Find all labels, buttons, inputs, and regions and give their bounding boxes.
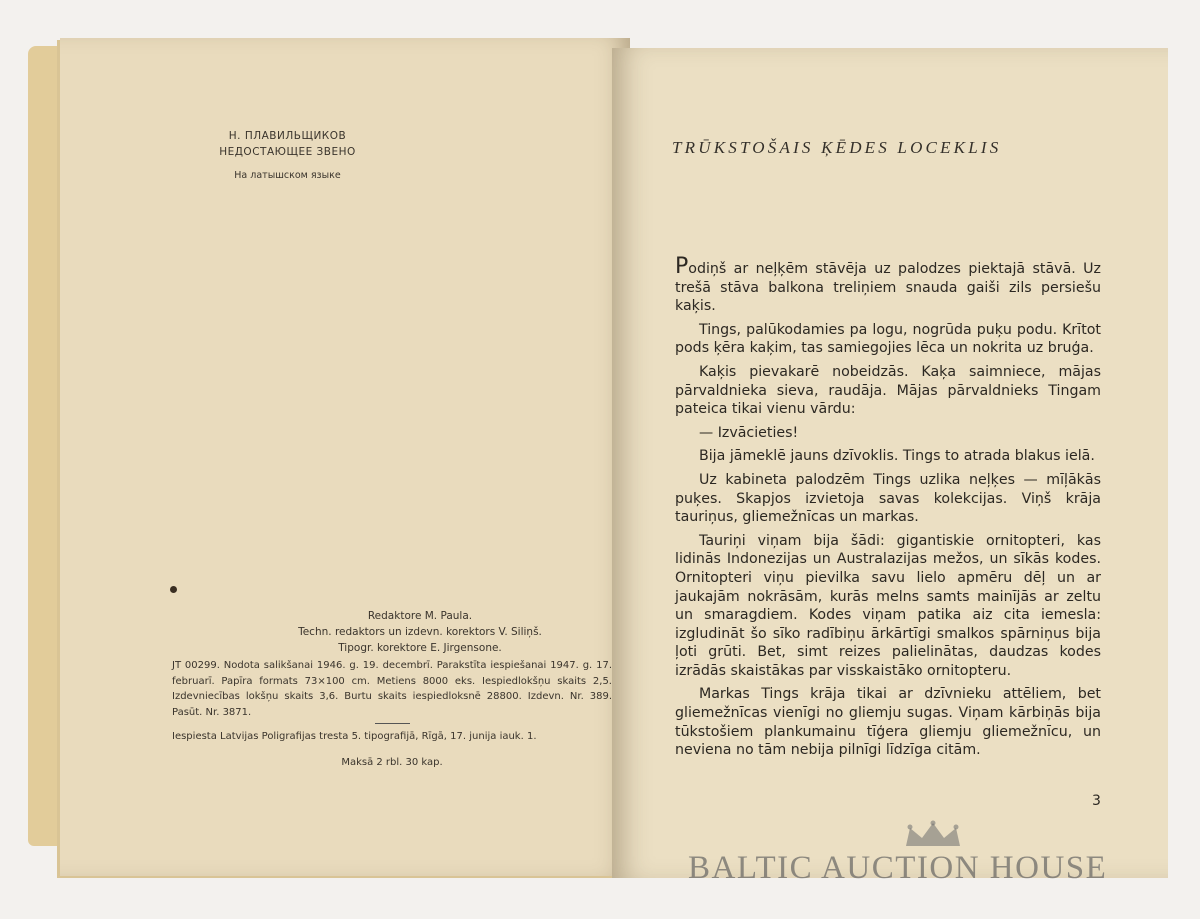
printer-line: Iespiesta Latvijas Poligrafijas tresta 5. tipografijā, Rīgā, 17. junija iauk. 1. — [172, 731, 537, 742]
watermark-text: BALTIC AUCTION HOUSE — [688, 850, 1108, 886]
author-name: Н. ПЛАВИЛЬЩИКОВ — [228, 130, 347, 142]
divider — [375, 723, 410, 724]
book-edge — [28, 46, 62, 846]
ink-spot — [170, 586, 177, 593]
body-text — [675, 254, 1101, 765]
paragraph-text: odiņš ar neļķēm stāvēja uz palodzes piektajā stāvā. Uz trešā stāva balkona treliņiem snauda gaiši zils persiešu kaķis. — [675, 261, 1101, 315]
page-number: 3 — [1092, 793, 1101, 809]
credits-block — [235, 608, 605, 656]
paragraph: Tings, palūkodamies pa logu, nogrūda puķu podu. Krītot pods ķēra kaķim, tas samiegojies lēca un nokrita uz bruģa. — [675, 321, 1101, 357]
paragraph — [675, 254, 1101, 316]
publication-details — [172, 658, 612, 771]
open-book — [28, 38, 1180, 888]
paragraph: — Izvācieties! — [699, 424, 799, 441]
paragraph: Bija jāmeklē jauns dzīvoklis. Tings to atrada blakus ielā. — [699, 448, 1095, 465]
language-note: На латышском языке — [234, 170, 341, 181]
original-title: НЕДОСТАЮЩЕЕ ЗВЕНО — [219, 146, 356, 158]
credit-line: Tipogr. korektore E. Jirgensone. — [338, 642, 502, 654]
paragraph: Uz kabineta palodzēm Tings uzlika neļķes — mīļākās puķes. Skapjos izvietoja savas kolekcijas. Viņš krāja tauriņus, gliemežnīcas un markas. — [675, 471, 1101, 526]
paragraph: Kaķis pievakarē nobeidzās. Kaķa saimniece, mājas pārvaldnieka sieva, raudāja. Mājas pārvaldnieks Tingam pateica tikai vienu vārdu: — [675, 363, 1101, 418]
chapter-title: TRŪKSTOŠAIS ĶĒDES LOCEKLIS — [672, 138, 1002, 157]
credit-line: Redaktore M. Paula. — [367, 610, 473, 622]
price: Maksā 2 rbl. 30 kap. — [341, 757, 443, 768]
crown-icon — [902, 820, 964, 850]
right-page — [612, 48, 1168, 878]
credit-line: Techn. redaktors un izdevn. korektors V. Siliņš. — [298, 626, 542, 638]
paragraph: Tauriņi viņam bija šādi: gigantiskie ornitopteri, kas lidinās Indonezijas un Australazijas mežos, un sīkās kodes. Ornitopteri viņu pievilka savu lielo apmēru dēļ un ar jaukajām nokrāsām, kurās melns samts mainījās ar zeltu un smaragdiem. Kodes viņam patika aiz cita iemesla: izgludināt šo sīko radībiņu ārkārtīgi smalkos spārniņus bija ļoti grūti. Bet, simt reizes palielinātas, daudzas kodes izrādās skaistākas par visskaistāko ornitopteru. — [675, 532, 1101, 679]
details-text: JT 00299. Nodota salikšanai 1946. g. 19. decembrī. Parakstīta iespiešanai 1947. g. 17. februarī. Papīra formats 73×100 cm. Metiens 8000 eks. Iespiedlokšņu skaits 2,5. Izdevniecības lokšņu skaits 3,6. Burtu skaits iespiedloksnē 28800. Izdevn. Nr. 389. Pasūt. Nr. 3871. — [172, 660, 612, 718]
imprint-header — [200, 128, 375, 184]
left-page — [60, 38, 630, 876]
drop-cap: P — [675, 254, 689, 279]
paragraph: Markas Tings krāja tikai ar dzīvnieku attēliem, bet gliemežnīcas vienīgi no gliemju sugas. Viņam kārbiņās bija tūkstošiem plankumainu tīģera gliemju gliemežnīcu, un neviena no tām nebija pilnīgi līdzīga citām. — [675, 686, 1101, 759]
